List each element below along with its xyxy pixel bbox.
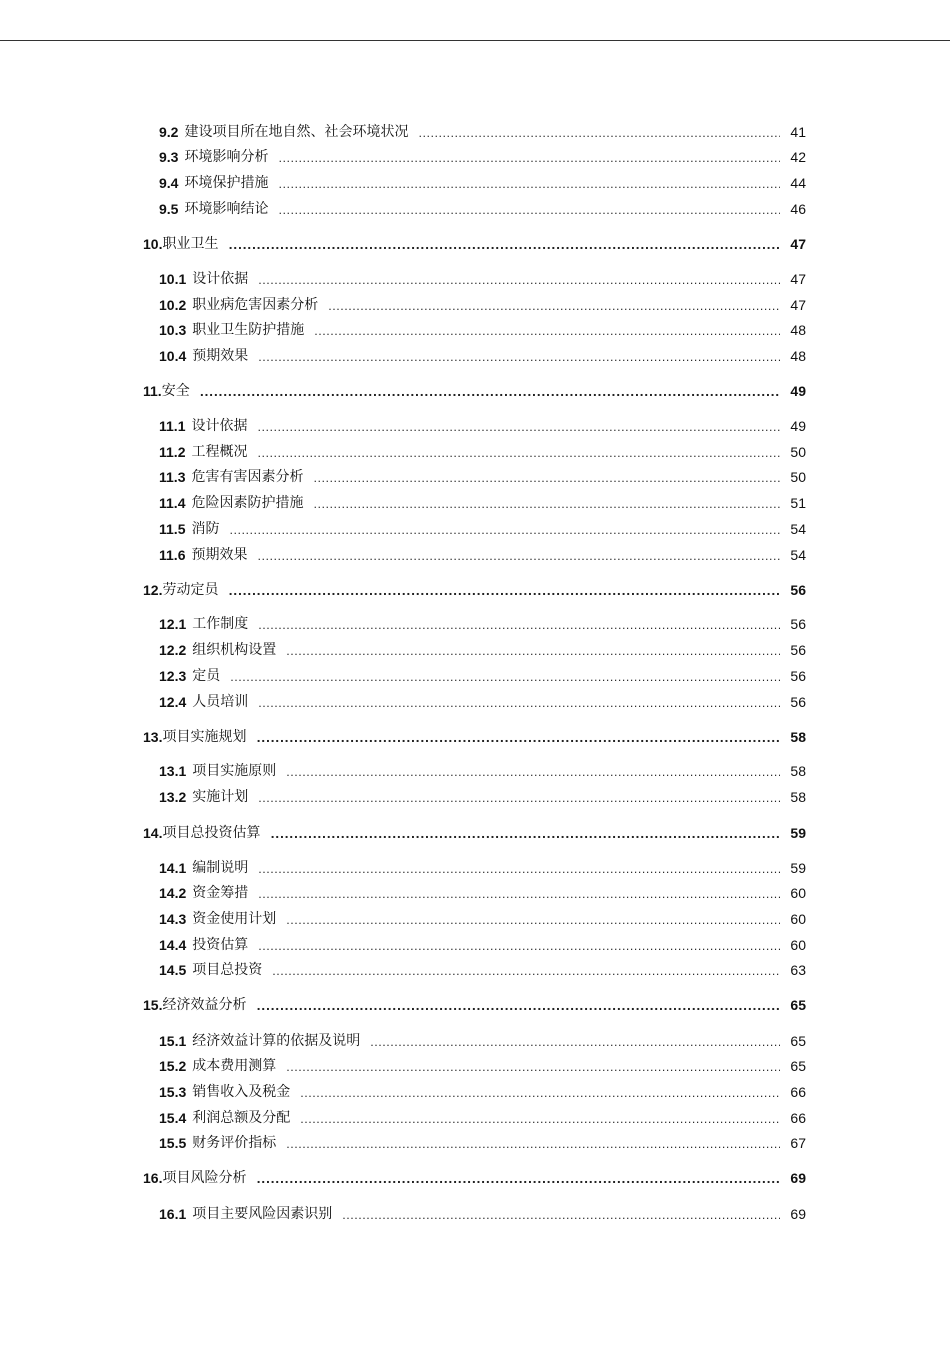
toc-section-entry[interactable]: [159, 545, 806, 565]
top-rule: [0, 40, 950, 41]
toc-page-number: 69: [790, 1206, 806, 1222]
toc-entry-number: 13.: [143, 729, 163, 745]
toc-dot-leader: [258, 614, 780, 634]
toc-dot-leader: [256, 995, 780, 1015]
toc-section-entry[interactable]: [159, 173, 806, 193]
toc-dot-leader: [286, 761, 780, 781]
toc-page-number: 54: [790, 521, 806, 537]
toc-dot-leader: [258, 692, 780, 712]
toc-section-entry[interactable]: [159, 935, 806, 955]
toc-dot-leader: [270, 823, 780, 843]
toc-section-entry[interactable]: [159, 960, 806, 980]
toc-entry-number: 14.2: [159, 885, 187, 901]
toc-dot-leader: [286, 909, 780, 929]
toc-entry-number: 12.3: [159, 668, 187, 684]
toc-entry-title: 定员: [192, 668, 221, 684]
toc-page-number: 56: [790, 582, 806, 598]
toc-dot-leader: [342, 1204, 780, 1224]
toc-chapter-entry[interactable]: [143, 823, 806, 843]
toc-entry-title: 成本费用测算: [192, 1058, 277, 1074]
toc-entry-title: 人员培训: [192, 694, 249, 710]
toc-section-entry[interactable]: [159, 269, 806, 289]
toc-page-number: 66: [790, 1110, 806, 1126]
toc-section-entry[interactable]: [159, 493, 806, 513]
toc-page-number: 67: [790, 1135, 806, 1151]
toc-entry-title: 危害有害因素分析: [191, 469, 304, 485]
toc-page-number: 50: [790, 469, 806, 485]
toc-entry-number: 14.3: [159, 911, 187, 927]
toc-entry-number: 9.3: [159, 149, 179, 165]
toc-page-number: 58: [790, 789, 806, 805]
toc-section-entry[interactable]: [159, 122, 806, 142]
toc-entry-number: 11.1: [159, 418, 186, 434]
toc-page-number: 46: [790, 201, 806, 217]
toc-page-number: 69: [790, 1170, 806, 1186]
toc-dot-leader: [370, 1031, 780, 1051]
toc-dot-leader: [258, 269, 780, 289]
toc-entry-title: 环境影响分析: [184, 149, 269, 165]
toc-entry-number: 13.1: [159, 763, 187, 779]
toc-page-number: 65: [790, 1058, 806, 1074]
toc-entry-title: 投资估算: [192, 937, 249, 953]
toc-entry-number: 9.4: [159, 175, 179, 191]
toc-page-number: 49: [790, 383, 806, 399]
toc-dot-leader: [256, 1168, 780, 1188]
toc-section-entry[interactable]: [159, 346, 806, 366]
toc-page-number: 49: [790, 418, 806, 434]
toc-dot-leader: [278, 199, 780, 219]
toc-section-entry[interactable]: [159, 467, 806, 487]
toc-entry-number: 16.1: [159, 1206, 187, 1222]
toc-dot-leader: [278, 173, 780, 193]
toc-entry-title: 财务评价指标: [192, 1135, 277, 1151]
toc-entry-number: 12.: [143, 582, 163, 598]
toc-section-entry[interactable]: [159, 787, 806, 807]
toc-dot-leader: [314, 320, 780, 340]
toc-entry-title: 环境影响结论: [184, 201, 269, 217]
toc-section-entry[interactable]: [159, 761, 806, 781]
toc-entry-title: 项目实施原则: [192, 763, 277, 779]
toc-entry-title: 资金筹措: [192, 885, 249, 901]
toc-entry-title: 项目总投资估算: [162, 825, 261, 841]
toc-entry-number: 12.1: [159, 616, 187, 632]
toc-entry-number: 14.: [143, 825, 163, 841]
toc-page-number: 60: [790, 911, 806, 927]
toc-dot-leader: [418, 122, 780, 142]
toc-section-entry[interactable]: [159, 519, 806, 539]
toc-entry-title: 危险因素防护措施: [191, 495, 304, 511]
toc-entry-title: 项目实施规划: [162, 729, 247, 745]
toc-entry-title: 工作制度: [192, 616, 249, 632]
toc-entry-title: 项目风险分析: [162, 1170, 247, 1186]
toc-entry-number: 9.2: [159, 124, 179, 140]
toc-page-number: 56: [790, 694, 806, 710]
toc-dot-leader: [286, 1056, 780, 1076]
toc-page-number: 59: [790, 860, 806, 876]
toc-entry-number: 10.: [143, 236, 163, 252]
toc-dot-leader: [230, 666, 780, 686]
toc-dot-leader: [258, 346, 780, 366]
toc-entry-number: 10.4: [159, 348, 187, 364]
toc-section-entry[interactable]: [159, 320, 806, 340]
toc-entry-title: 预期效果: [191, 547, 248, 563]
toc-section-entry[interactable]: [159, 147, 806, 167]
toc-entry-number: 11.2: [159, 444, 186, 460]
toc-entry-number: 10.3: [159, 322, 187, 338]
toc-section-entry[interactable]: [159, 199, 806, 219]
toc-dot-leader: [258, 883, 780, 903]
toc-page-number: 48: [790, 348, 806, 364]
toc-entry-title: 实施计划: [192, 789, 249, 805]
toc-dot-leader: [258, 858, 780, 878]
toc-entry-number: 15.: [143, 997, 163, 1013]
toc-entry-number: 12.2: [159, 642, 187, 658]
toc-dot-leader: [228, 580, 780, 600]
toc-entry-title: 消防: [191, 521, 220, 537]
toc-entry-title: 项目总投资: [192, 962, 263, 978]
toc-page-number: 42: [790, 149, 806, 165]
toc-entry-title: 安全: [161, 383, 190, 399]
toc-section-entry[interactable]: [159, 416, 806, 436]
toc-dot-leader: [328, 295, 780, 315]
toc-page-number: 47: [790, 236, 806, 252]
toc-entry-number: 11.: [143, 383, 162, 399]
toc-entry-number: 11.4: [159, 495, 186, 511]
toc-page-number: 56: [790, 642, 806, 658]
toc-section-entry[interactable]: [159, 1056, 806, 1076]
toc-entry-number: 11.3: [159, 469, 186, 485]
toc-entry-number: 14.5: [159, 962, 187, 978]
toc-entry-title: 组织机构设置: [192, 642, 277, 658]
toc-page-number: 58: [790, 729, 806, 745]
toc-dot-leader: [286, 1133, 780, 1153]
toc-entry-title: 销售收入及税金: [192, 1084, 291, 1100]
toc-section-entry[interactable]: [159, 692, 806, 712]
toc-page-number: 54: [790, 547, 806, 563]
toc-entry-number: 11.5: [159, 521, 186, 537]
toc-section-entry[interactable]: [159, 909, 806, 929]
toc-dot-leader: [258, 935, 780, 955]
toc-dot-leader: [228, 234, 780, 254]
toc-section-entry[interactable]: [159, 295, 806, 315]
toc-entry-title: 职业卫生防护措施: [192, 322, 305, 338]
toc-page-number: 47: [790, 271, 806, 287]
toc-entry-number: 10.1: [159, 271, 187, 287]
toc-page-number: 56: [790, 668, 806, 684]
toc-entry-number: 16.: [143, 1170, 163, 1186]
toc-section-entry[interactable]: [159, 614, 806, 634]
toc-entry-title: 编制说明: [192, 860, 249, 876]
toc-page-number: 44: [790, 175, 806, 191]
toc-dot-leader: [257, 416, 780, 436]
toc-entry-number: 13.2: [159, 789, 187, 805]
toc-chapter-entry[interactable]: [143, 381, 806, 401]
toc-chapter-entry[interactable]: [143, 580, 806, 600]
toc-section-entry[interactable]: [159, 1082, 806, 1102]
toc-section-entry[interactable]: [159, 1031, 806, 1051]
toc-page-number: 60: [790, 937, 806, 953]
toc-dot-leader: [229, 519, 780, 539]
toc-entry-number: 12.4: [159, 694, 187, 710]
toc-entry-number: 14.4: [159, 937, 187, 953]
toc-entry-title: 职业病危害因素分析: [192, 297, 319, 313]
toc-entry-number: 11.6: [159, 547, 186, 563]
toc-dot-leader: [200, 381, 780, 401]
toc-dot-leader: [272, 960, 780, 980]
toc-entry-number: 14.1: [159, 860, 187, 876]
toc-page-number: 65: [790, 997, 806, 1013]
toc-chapter-entry[interactable]: [143, 1168, 806, 1188]
toc-page-number: 51: [790, 495, 806, 511]
toc-section-entry[interactable]: [159, 640, 806, 660]
toc-entry-title: 项目主要风险因素识别: [192, 1206, 333, 1222]
toc-entry-number: 15.4: [159, 1110, 187, 1126]
toc-dot-leader: [257, 545, 780, 565]
toc-entry-number: 15.5: [159, 1135, 187, 1151]
toc-section-entry[interactable]: [159, 666, 806, 686]
toc-page-number: 65: [790, 1033, 806, 1049]
toc-page-number: 66: [790, 1084, 806, 1100]
toc-entry-number: 15.2: [159, 1058, 187, 1074]
toc-dot-leader: [257, 442, 780, 462]
toc-page-number: 60: [790, 885, 806, 901]
toc-entry-title: 设计依据: [191, 418, 248, 434]
toc-chapter-entry[interactable]: [143, 727, 806, 747]
toc-entry-title: 建设项目所在地自然、社会环境状况: [184, 124, 409, 140]
toc-page-number: 48: [790, 322, 806, 338]
toc-dot-leader: [300, 1108, 780, 1128]
toc-entry-number: 15.3: [159, 1084, 187, 1100]
toc-page-number: 56: [790, 616, 806, 632]
toc-page-number: 41: [790, 124, 806, 140]
toc-page-number: 63: [790, 962, 806, 978]
toc-section-entry[interactable]: [159, 858, 806, 878]
toc-section-entry[interactable]: [159, 1133, 806, 1153]
toc-dot-leader: [300, 1082, 780, 1102]
toc-section-entry[interactable]: [159, 1108, 806, 1128]
toc-entry-title: 劳动定员: [162, 582, 219, 598]
toc-dot-leader: [256, 727, 780, 747]
toc-dot-leader: [313, 467, 780, 487]
toc-entry-title: 环境保护措施: [184, 175, 269, 191]
toc-page-number: 50: [790, 444, 806, 460]
toc-section-entry[interactable]: [159, 442, 806, 462]
toc-chapter-entry[interactable]: [143, 234, 806, 254]
toc-entry-title: 设计依据: [192, 271, 249, 287]
toc-dot-leader: [286, 640, 780, 660]
toc-entry-number: 15.1: [159, 1033, 187, 1049]
toc-entry-title: 经济效益分析: [162, 997, 247, 1013]
toc-dot-leader: [313, 493, 780, 513]
toc-chapter-entry[interactable]: [143, 995, 806, 1015]
toc-entry-title: 经济效益计算的依据及说明: [192, 1033, 361, 1049]
toc-entry-title: 职业卫生: [162, 236, 219, 252]
toc-entry-number: 9.5: [159, 201, 179, 217]
toc-entry-number: 10.2: [159, 297, 187, 313]
toc-entry-title: 预期效果: [192, 348, 249, 364]
toc-entry-title: 资金使用计划: [192, 911, 277, 927]
toc-entry-title: 利润总额及分配: [192, 1110, 291, 1126]
toc-dot-leader: [258, 787, 780, 807]
toc-section-entry[interactable]: [159, 1204, 806, 1224]
toc-page-number: 47: [790, 297, 806, 313]
toc-dot-leader: [278, 147, 780, 167]
toc-page-number: 58: [790, 763, 806, 779]
toc-entry-title: 工程概况: [191, 444, 248, 460]
toc-page-number: 59: [790, 825, 806, 841]
toc-section-entry[interactable]: [159, 883, 806, 903]
